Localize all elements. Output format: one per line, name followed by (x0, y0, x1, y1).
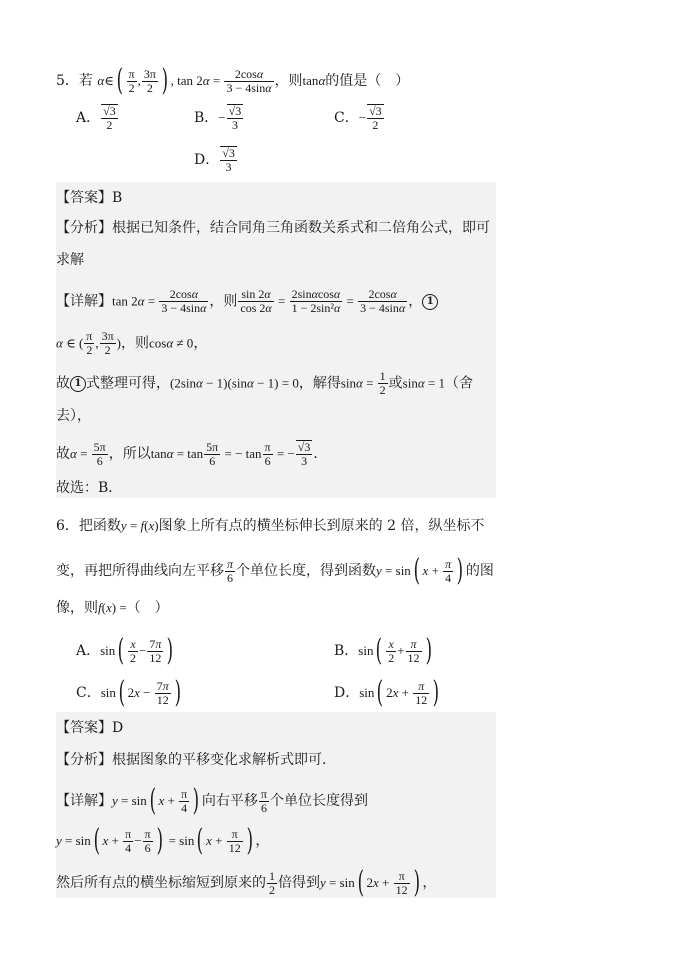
q5-option-c[interactable]: C．− $\frac{√3}{2}$ (334, 104, 382, 132)
q5-detail-5: 故α = $\frac{5\pi}{6}$ ，所以tanα = tan $\frac{5\pi}{6}$ = − tan $\frac{\pi}{6}$ = − $\frac{√3}{3}$ ． (56, 439, 328, 468)
q6-stem-1: 6．把函数y = f(x)图象上所有点的横坐标伸长到原来的 2 倍，纵坐标不 (56, 518, 485, 534)
q5-analysis: 【分析】根据已知条件，结合同角三角函数关系式和二倍角公式，即可 (56, 220, 490, 236)
q5-detail-3: 故 1 式整理可得，(2sinα − 1)(sinα − 1) = 0，解得sinα = $\frac{1}{2}$ 或sinα = 1（舍 (56, 369, 474, 397)
q6-stem-2: 变，再把所得曲线向左平移 $\frac{\pi}{6}$ 个单位长度，得到函数y = sin( x + $\frac{\pi}{4}$ ) 的图 (56, 553, 494, 588)
q5-option-a[interactable]: A． $\frac{√3}{2}$ (76, 104, 116, 132)
circled-number-one-icon: 1 (70, 376, 86, 392)
q6-stem-3: 像，则f(x) =（ ） (56, 600, 169, 616)
q6-analysis: 【分析】根据图象的平移变化求解析式即可. (56, 752, 327, 768)
q6-option-b[interactable]: B．sin( $\frac{x}{2}$ + $\frac{\pi}{12}$ ) (334, 633, 432, 668)
q6-detail-1: 【详解】y = sin( x + $\frac{\pi}{4}$ ) 向右平移 $\frac{\pi}{6}$ 个单位长度得到 (56, 783, 368, 818)
q6-option-c[interactable]: C．sin( 2x − $\frac{7\pi}{12}$ ) (76, 675, 181, 710)
q5-stem: 5．若 α∈( $\frac{\pi}{2}$ , $\frac{3\pi}{2}$ ) , tan 2α = $\frac{2\cos\alpha}{3 - 4\sin\alpha}$ ，则tanα的值是（ ） (56, 63, 410, 98)
q6-option-d[interactable]: D．sin( 2x + $\frac{\pi}{12}$ ) (334, 675, 440, 710)
q5-option-b[interactable]: B．− $\frac{√3}{3}$ (194, 104, 242, 132)
q6-detail-2: y = sin( x + $\frac{\pi}{4}$ − $\frac{\pi}{6}$ ) = sin( x + $\frac{\pi}{12}$ ) ， (56, 823, 270, 858)
circled-number-one-icon: 1 (422, 294, 438, 310)
q5-detail-2: α ∈ ( $\frac{\pi}{2}$ , $\frac{3\pi}{2}$ )，则cosα ≠ 0， (56, 329, 208, 357)
q6-detail-3: 然后所有点的横坐标缩短到原来的 $\frac{1}{2}$ 倍得到y = sin( 2x + $\frac{\pi}{12}$ ) ， (56, 865, 437, 900)
q5-choose: 故选：B． (56, 480, 123, 496)
q6-option-a[interactable]: A．sin( $\frac{x}{2}$ − $\frac{7\pi}{12}$ ) (76, 633, 174, 668)
q5-option-d[interactable]: D． $\frac{√3}{3}$ (194, 146, 235, 174)
q5-detail-1: 【详解】tan 2α = $\frac{2\cos\alpha}{3 - 4\sin\alpha}$ ，则 $\frac{\sin 2\alpha}{\cos 2\alpha}$ = $\frac{2\sin\alpha\cos\alpha}{\text{1 − 2sin²α}}$ = $\frac{2\cos\alpha}{3 - 4\sin\alpha}$ ， 1 (56, 288, 438, 315)
q5-detail-4: 去）， (56, 408, 91, 424)
q6-answer: 【答案】D (56, 720, 124, 736)
q5-analysis-cont: 求解 (56, 252, 84, 268)
q5-answer: 【答案】B (56, 190, 123, 206)
